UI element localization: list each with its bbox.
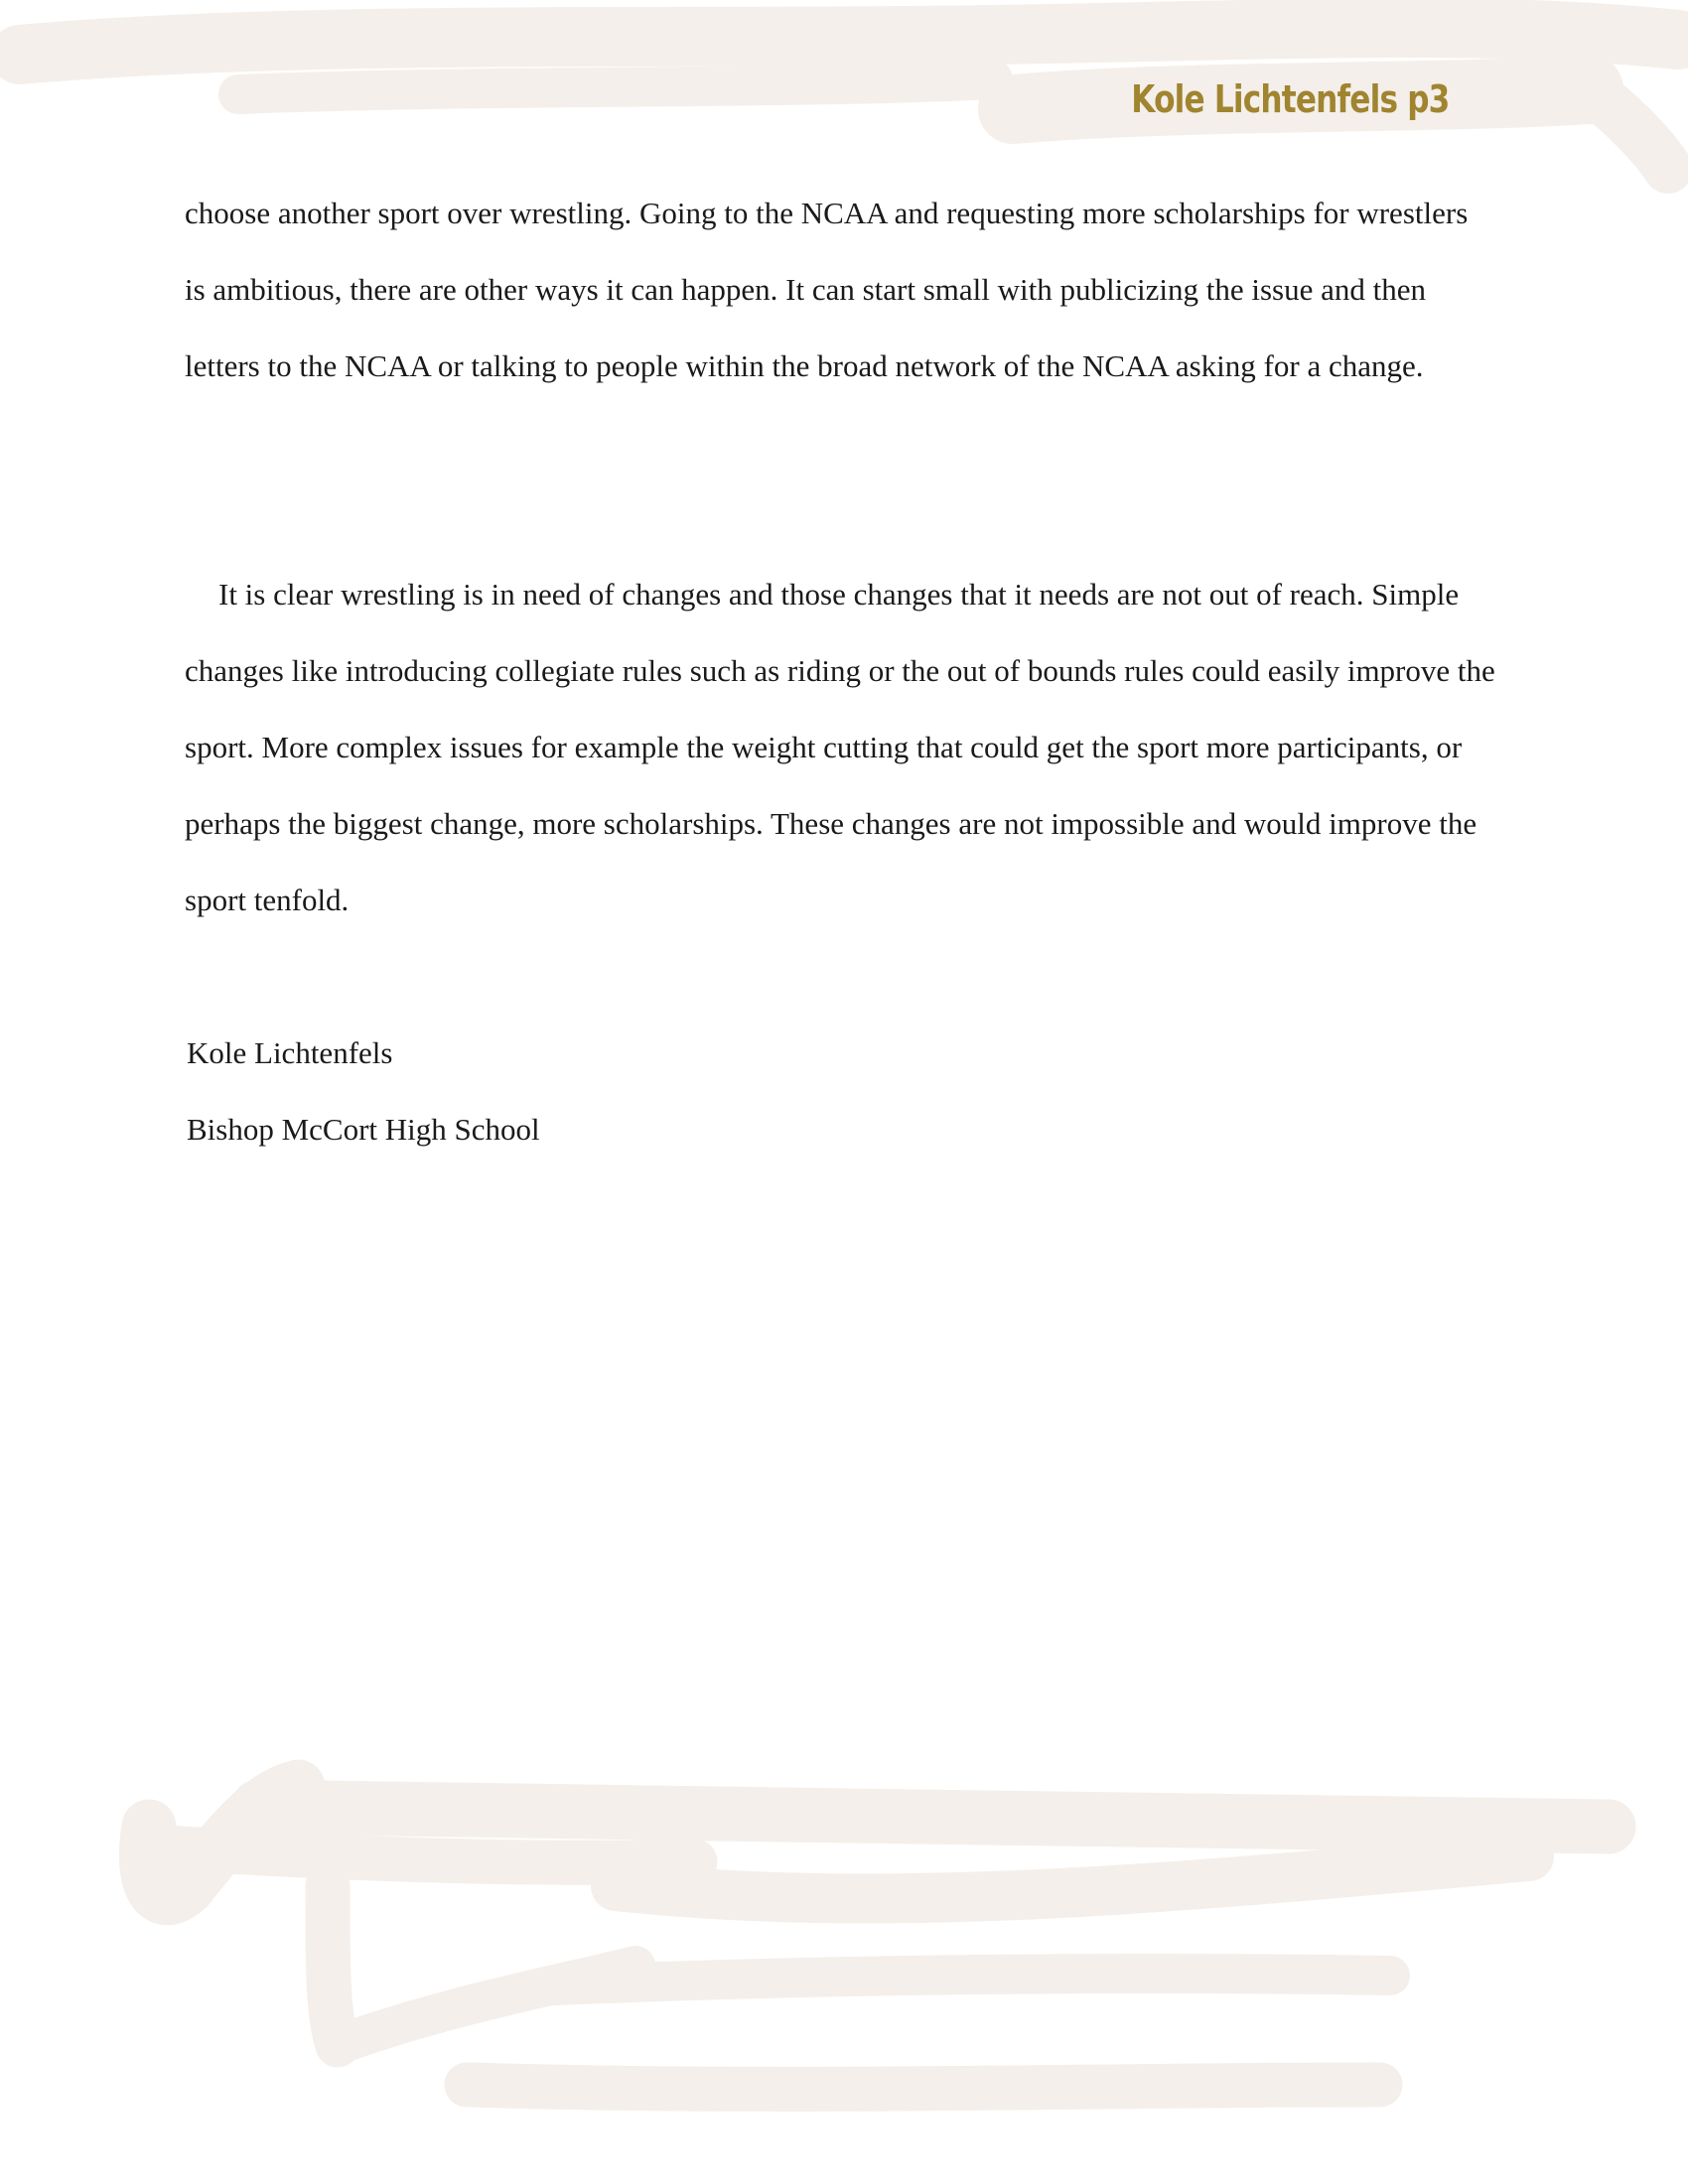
concluding-paragraph — [185, 556, 1495, 938]
author-school: Bishop McCort High School — [187, 1112, 540, 1147]
author-name: Kole Lichtenfels — [187, 1035, 393, 1070]
paragraph-text: It is clear wrestling is in need of changes and those changes that it needs are not out of reach. Simple changes like introducing collegiate rules such as riding or the out of bounds rules could easily improve the sport. More complex issues for example the weight cutting that could get the sport more participants, or perhaps the biggest change, more scholarships. These changes are not impossible and would improve the sport tenfold. — [185, 577, 1495, 917]
page-header: Kole Lichtenfels p3 — [1131, 77, 1450, 121]
signature-block — [187, 1015, 540, 1167]
paragraph-text: choose another sport over wrestling. Going to the NCAA and requesting more scholarships for wrestlers is ambitious, there are other ways it can happen. It can start small with publicizing the issue and then letters to the NCAA or talking to people within the broad network of the NCAA asking for a change. — [185, 196, 1469, 383]
body-paragraph — [185, 175, 1495, 404]
